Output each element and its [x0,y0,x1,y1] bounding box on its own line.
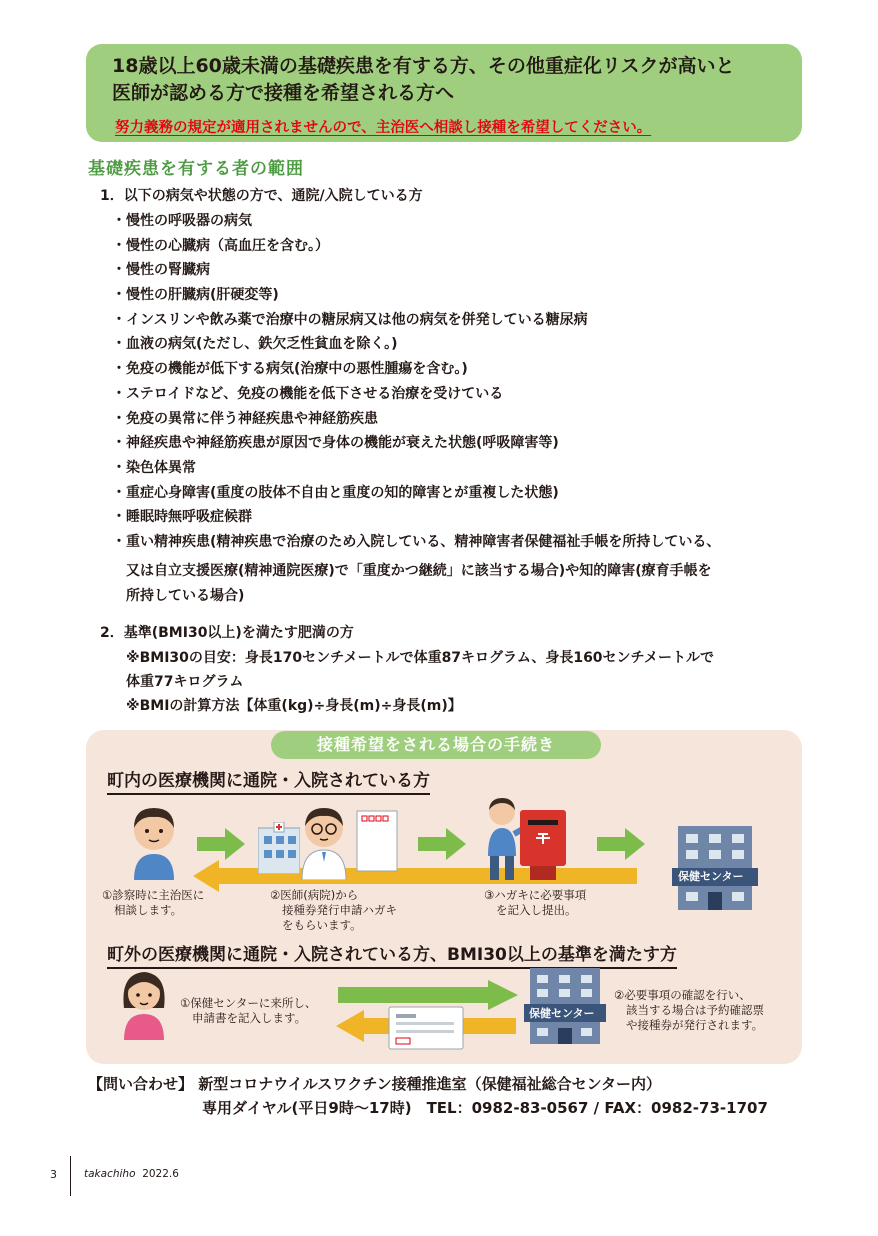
out-step-2-caption-a: ②必要事項の確認を行い、 [614,988,751,1002]
list-item: ・インスリンや飲み薬で治療中の糖尿病又は他の病気を併発している糖尿病 [112,311,588,328]
document-card-icon [388,1006,464,1050]
health-center-building-icon [672,826,758,910]
step-1-caption-b: 相談します。 [114,903,183,917]
health-center-label: 保健センター [678,870,744,883]
condition-continuation-2: 所持している場合) [126,588,245,604]
list-item: ・神経疾患や神経筋疾患が原因で身体の機能が衰えた状態(呼吸障害等) [112,435,559,452]
postcard-icon [356,810,398,872]
header-line-2: 医師が認める方で接種を希望される方へ [112,82,455,104]
health-center-label: 保健センター [529,1007,595,1020]
person-posting-mail-icon [480,794,570,882]
patient-woman-icon [118,968,170,1040]
list-item: ・慢性の呼吸器の病気 [112,213,252,229]
step-2-caption-c: をもらいます。 [282,918,362,932]
list-item: ・血液の病気(ただし、鉄欠乏性貧血を除く。) [112,336,398,353]
list-item: ・ステロイドなど、免疫の機能を低下させる治療を受けている [112,385,504,402]
in-town-heading: 町内の医療機関に通院・入院されている方 [107,766,430,795]
page-number: 3 [50,1168,57,1181]
list-item: ・免疫の機能が低下する病気(治療中の悪性腫瘍を含む。) [112,361,468,378]
bmi-guide-line-1: ※BMI30の目安：身長170センチメートルで体重87キログラム、身長160センチメートルで [126,650,714,666]
out-step-1-caption-a: ①保健センターに来所し、 [180,996,317,1010]
list-item: ・染色体異常 [112,459,196,476]
patient-man-icon [122,800,186,880]
out-step-2-caption-c: や接種券が発行されます。 [626,1018,764,1032]
list-item: ・睡眠時無呼吸症候群 [112,509,252,526]
list-item: ・慢性の肝臓病(肝硬変等) [112,287,279,304]
out-of-town-heading: 町外の医療機関に通院・入院されている方、BMI30以上の基準を満たす方 [107,940,677,969]
footer-divider [70,1156,71,1196]
footer-magazine: takachiho 2022.6 [84,1168,179,1180]
contact-line-2: 専用ダイヤル(平日9時～17時) TEL：0982-83-0567 / FAX：0982-73-1707 [202,1099,768,1117]
header-line-1: 18歳以上60歳未満の基礎疾患を有する方、その他重症化リスクが高いと [112,55,735,77]
step-3-caption-a: ③ハガキに必要事項 [484,888,587,902]
procedure-title: 接種希望をされる場合の手続き [271,731,601,759]
step-3-caption-b: を記入し提出。 [496,903,577,917]
contact-line-1: 【問い合わせ】 新型コロナウイルスワクチン接種推進室（保健福祉総合センター内） [88,1075,661,1093]
bmi-guide-line-2: 体重77キログラム [126,674,244,690]
item-1-heading: 1．以下の病気や状態の方で、通院/入院している方 [100,188,423,204]
bmi-formula: ※BMIの計算方法【体重(kg)÷身長(m)÷身長(m)】 [126,698,462,714]
green-arrow-icon [597,828,645,860]
green-arrow-icon [197,828,245,860]
green-arrow-icon [418,828,466,860]
out-step-1-caption-b: 申請書を記入します。 [192,1011,307,1025]
list-item: ・慢性の腎臓病 [112,262,210,279]
list-item: ・重症心身障害(重度の肢体不自由と重度の知的障害とが重複した状態) [112,484,559,501]
step-2-caption-a: ②医師(病院)から [270,888,359,902]
step-2-caption-b: 接種券発行申請ハガキ [282,903,397,917]
list-item: ・慢性の心臓病（高血圧を含む。） [112,237,329,254]
list-item: ・免疫の異常に伴う神経疾患や神経筋疾患 [112,410,378,427]
doctor-icon [292,800,356,880]
step-1-caption-a: ①診察時に主治医に [102,888,205,902]
section-title: 基礎疾患を有する者の範囲 [88,159,304,179]
item-2-heading: 2．基準(BMI30以上)を満たす肥満の方 [100,625,354,641]
conditions-list [112,211,720,557]
condition-continuation-1: 又は自立支援医療(精神通院医療)で「重度かつ継続」に該当する場合)や知的障害(療育手帳を [126,563,712,579]
header-warning: 努力義務の規定が適用されませんので、主治医へ相談し接種を希望してください。 [115,120,652,136]
out-step-2-caption-b: 該当する場合は予約確認票 [626,1003,764,1017]
header-box [86,44,802,142]
list-item: ・重い精神疾患(精神疾患で治療のため入院している、精神障害者保健福祉手帳を所持している、 [112,533,721,550]
